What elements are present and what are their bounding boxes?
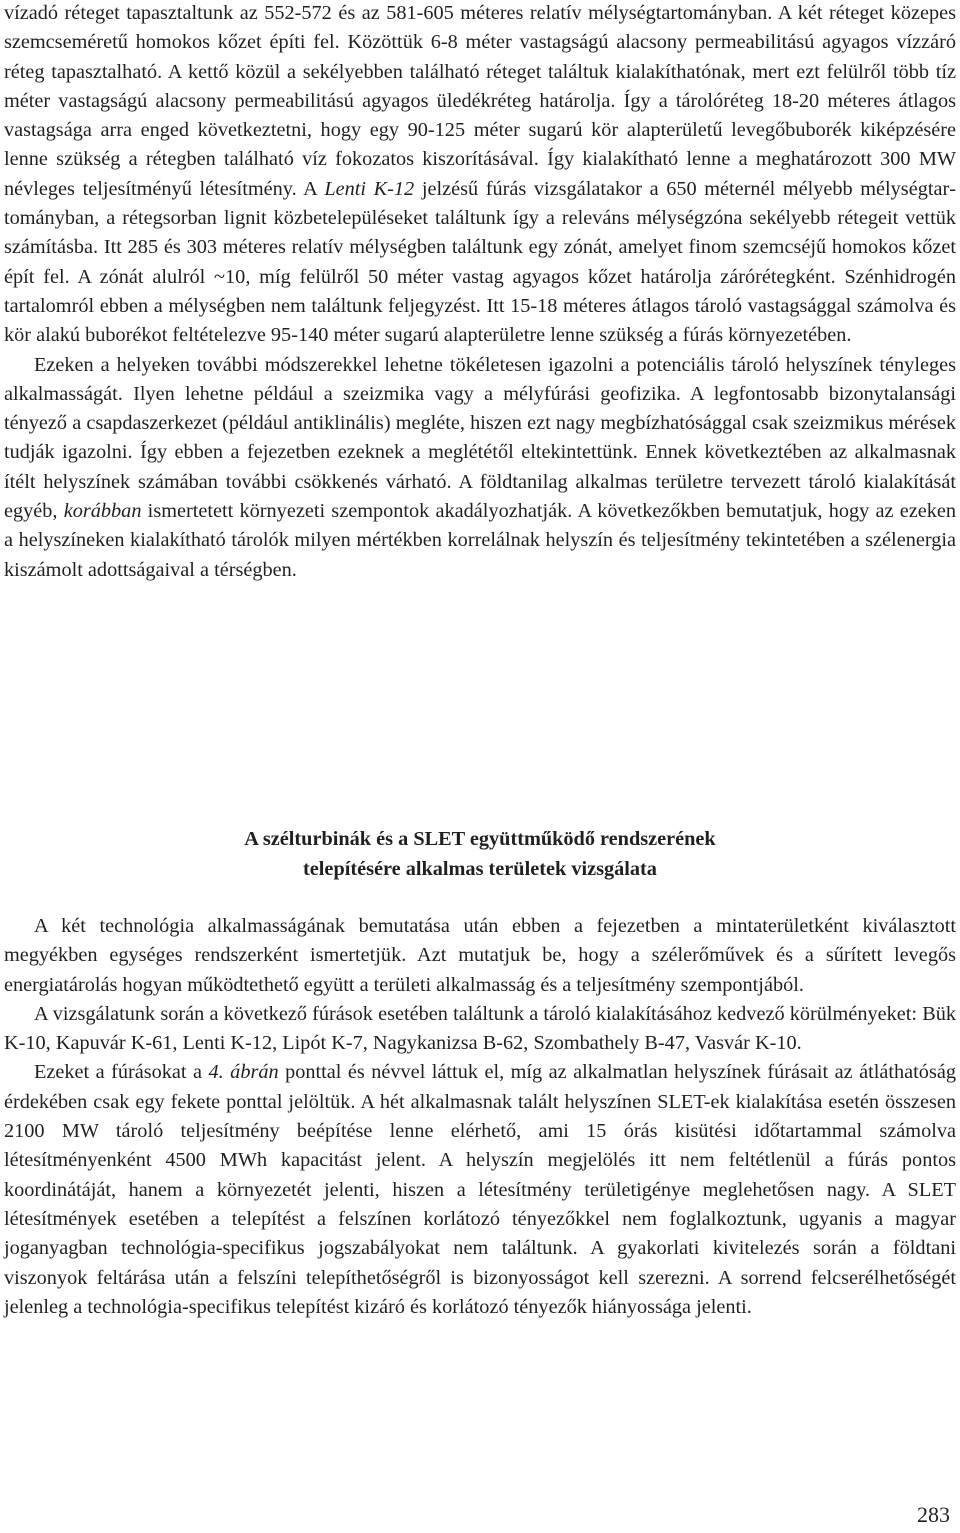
body-text-upper <box>4 0 956 585</box>
paragraph-text: jelzésű fúrás vizsgálatakor a 650 méternél mélyebb mélységtartományban, a rétegsorban lignit közbetelepüléseket találtunk így a releváns mélységzóna sekélyebb rétegeit vettük számításba. Itt 285 és 303 méteres relatív mélységben találtunk egy zónát, amelyet finom szemcséjű homokos kőzet épít fel. A zónát alulról ~10, míg felülről 50 méter vastag agyagos kőzet határolja zárórétegként. Szénhidrogén tartalomról ebben a mélységben nem találtunk feljegyzést. Itt 15-18 méteres átlagos tároló vastagsággal számolva és kör alakú buborékot feltételezve 95-140 méter sugarú alapterületre lenne szükség a fúrás környezetében. <box>4 177 957 347</box>
paragraph-text: Ezeken a helyeken további módszerekkel lehetne tökéletesen igazolni a potenciális tároló helyszínek tényleges alkalmasságát. Ilyen lehetne például a szeizmika vagy a mélyfúrási geofizika. A legfontosabb bizonytalansági tényező a csapdaszerkezet (például antiklinális) megléte, hiszen ezt nagy megbízhatósággal csak szeizmikus mérések tudják igazolni. Így ebben a fejezetben ezeknek a meglététől eltekintettünk. Ennek következtében az alkalmasnak ítélt helyszínek számában további csökkenés várható. A földtanilag alkalmas területre tervezett tároló kialakítását egyéb, <box>4 353 956 523</box>
paragraph-text: ismertetett környezeti szempontok akadályozhatják. A következőkben bemutatjuk, hogy az ezeken a helyszíneken kialakítható tárolók milyen mértékben korrelálnak helyszín és teljesítmény tekintetében a szélenergia kiszámolt adottságaival a térségben. <box>4 500 956 581</box>
paragraph: A vizsgálatunk során a következő fúrások esetében találtunk a tároló kialakításához kedvező körülményeket: Bük K-10, Kapuvár K-61, Lenti K-12, Lipót K-7, Nagykanizsa B-62, Szombathely B-47, Vasvár K-10. <box>4 1002 956 1055</box>
italic-text: Lenti K-12 <box>324 177 415 200</box>
paragraph <box>4 0 956 351</box>
paragraph: A két technológia alkalmasságának bemutatása után ebben a fejezetben a mintaterületként kiválasztott megyékben egységes rendszerként ismertetjük. Azt mutatjuk be, hogy a szélerőművek és a sűrített levegős energiatárolás hogyan működtethető együtt a területi alkalmasság és a teljesítmény szempontjából. <box>4 915 956 996</box>
section-heading <box>4 825 956 884</box>
paragraph <box>4 351 956 585</box>
paragraph-text: ponttal és névvel láttuk el, míg az alkalmatlan helyszínek fúrásait az átláthatóság érdekében csak egy fekete ponttal jelöltük. A hét alkalmasnak talált helyszínen SLET-ek kialakítása esetén összesen 2100 MW tároló teljesítmény beépítése lenne elérhető, ami 15 órás kisütési időtartammal számolva létesítményenként 4500 MWh kapacitást jelent. A helyszín megjelölés itt nem feltétlenül a fúrás pontos koordinátáját, hanem a környezetét jelenti, hiszen a létesítmény területigénye meglehetősen nagy. A SLET létesítmények esetében a telepítést a felszínen korlátozó tényezőkkel nem foglalkoztunk, ugyanis a magyar joganyagban technológia-specifikus jogszabályokat nem találtunk. A gyakorlati kivitelezés során a földtani viszonyok feltárása után a felszíni telepíthetőségről is bizonyosságot kell szerezni. A sorrend felcserélhetőségét jelenleg a technológia-specifikus telepítést kizáró és korlátozó tényezők hiányossága jelenti. <box>4 1061 956 1318</box>
document-page <box>4 0 956 1533</box>
section-heading-line-1: A szélturbinák és a SLET együttműködő rendszerének <box>244 828 716 850</box>
paragraph-text: Ezeket a fúrásokat a <box>34 1061 209 1084</box>
italic-text: korábban <box>63 500 142 523</box>
page-number: 283 <box>917 1502 950 1527</box>
paragraph-text: vízadó réteget tapasztaltunk az 552-572 és az 581-605 méteres relatív mélységtartományban. A két réteget közepes szemcseméretű homokos kőzet építi fel. Közöttük 6-8 méter vastagságú alacsony permeabilitású agyagos vízzáró réteg tapasztalható. A kettő közül a sekélyebben található réteget találtuk kialakíthatónak, mert ezt felülről több tíz méter vastagságú alacsony permeabilitású agyagos üledékréteg határolja. Így a tárolóréteg 18-20 méteres átlagos vastagsága arra enged következtetni, hogy egy 90-125 méter sugarú kör alapterületű levegőbuborék kiképzésére lenne szükség a rétegben található víz fokozatos kiszorításával. Így kialakítható lenne a meghatározott 300 MW névleges teljesítményű létesítmény. A <box>4 2 956 200</box>
italic-text: 4. ábrán <box>208 1061 279 1084</box>
paragraph <box>4 1058 956 1322</box>
section-heading-line-2: telepítésére alkalmas területek vizsgálata <box>303 857 657 880</box>
body-text-lower <box>4 912 956 1322</box>
